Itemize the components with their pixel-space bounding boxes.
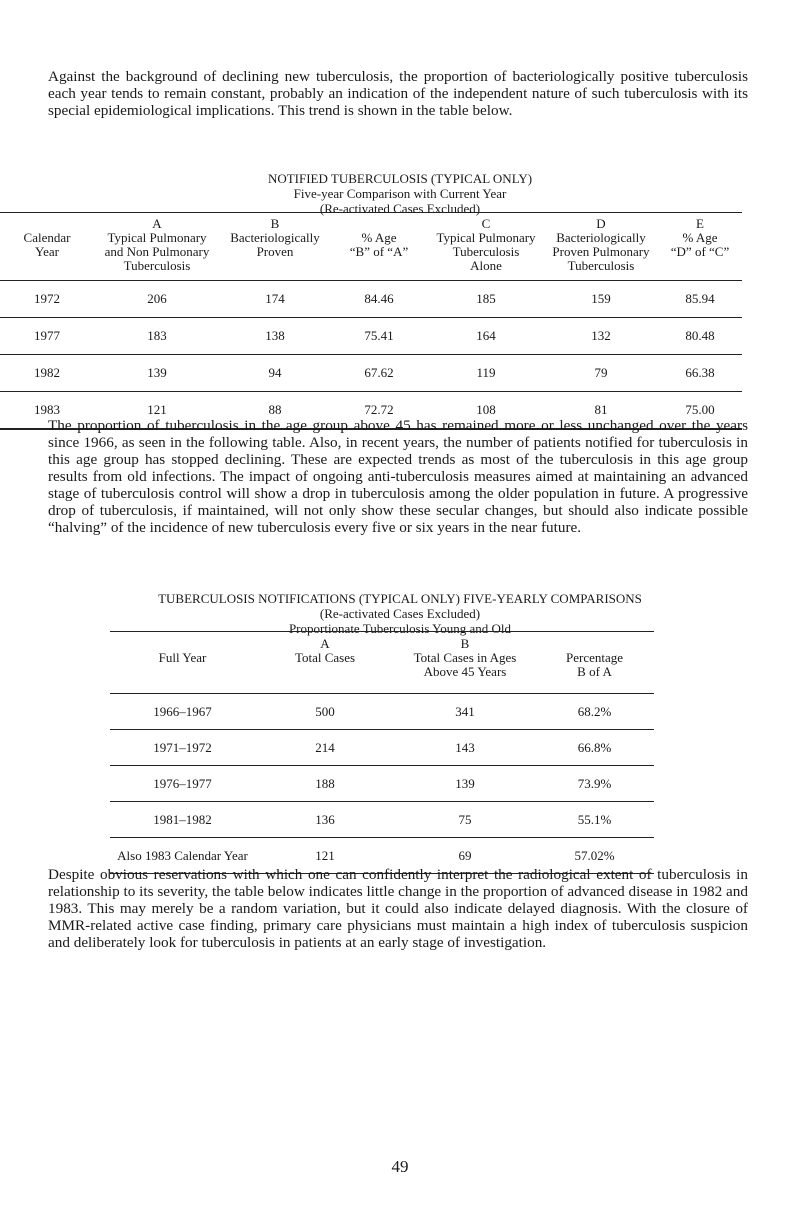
- table-cell: 88: [268, 401, 282, 417]
- table-cell: 132: [591, 328, 611, 343]
- table-cell: 1976–1977: [153, 775, 212, 791]
- table-cell: 79: [594, 365, 608, 380]
- five-yearly-comparison-table: [110, 631, 654, 874]
- table2-caption-line: TUBERCULOSIS NOTIFICATIONS (TYPICAL ONLY) FIVE-YEARLY COMPARISONS: [158, 591, 642, 606]
- table-cell: 214: [315, 739, 335, 755]
- table-cell: 94: [268, 365, 282, 380]
- table-cell: 188: [315, 775, 335, 791]
- table-cell: 164: [476, 328, 496, 343]
- table-row: [0, 355, 742, 392]
- table-cell: 136: [315, 811, 335, 827]
- table-cell: 1981–1982: [153, 811, 212, 827]
- header-percentage-b-of-a: Percentage B of A: [565, 650, 624, 679]
- table-cell: 1972: [34, 291, 60, 306]
- table-cell: 80.48: [685, 328, 715, 343]
- table-cell: 341: [455, 703, 475, 719]
- header-d-proven-pulmonary: D Bacteriologically Proven Pulmonary Tuberculosis: [552, 216, 650, 273]
- table-cell: 72.72: [364, 401, 394, 417]
- table-cell: 1971–1972: [153, 739, 212, 755]
- table-cell: 66.38: [685, 365, 715, 380]
- table-cell: 138: [265, 328, 285, 343]
- table2-caption: [0, 591, 800, 636]
- table-cell: 183: [147, 328, 167, 343]
- table-cell: 121: [315, 847, 335, 863]
- table-cell: 75: [458, 811, 472, 827]
- header-full-year: Full Year: [158, 650, 207, 665]
- table-cell: 67.62: [364, 365, 394, 380]
- intro-paragraph: Against the background of declining new tuberculosis, the proportion of bacteriologically positive tuberculosis each year tends to remain constant, probably an indication of the independent nature of such tuberculosis with its special epidemiological implications. This trend is shown in the table below.: [48, 68, 748, 119]
- header-e-percent-d-of-c: E % Age “D” of “C”: [670, 216, 730, 259]
- table-cell: 75.41: [364, 328, 394, 343]
- header-b-bacteriologically-proven: B Bacteriologically Proven: [230, 216, 320, 259]
- table-cell: 84.46: [364, 291, 394, 306]
- table-cell: 143: [455, 739, 475, 755]
- table-cell: 75.00: [685, 401, 715, 417]
- table-cell: 73.9%: [577, 775, 612, 791]
- table-cell: Also 1983 Calendar Year: [117, 847, 248, 863]
- table-row: [0, 281, 742, 318]
- table-cell: 159: [591, 291, 611, 306]
- header-a-typical-pulmonary: A Typical Pulmonary and Non Pulmonary Tuberculosis: [104, 216, 210, 273]
- table-header-row: [110, 632, 654, 694]
- header-a-total-cases: A Total Cases: [294, 636, 356, 665]
- header-percent-b-of-a: % Age “B” of “A”: [349, 230, 409, 259]
- header-c-pulmonary-alone: C Typical Pulmonary Tuberculosis Alone: [436, 216, 536, 273]
- table-row: [110, 802, 654, 838]
- table-cell: 108: [476, 401, 496, 417]
- table-cell: 1983: [34, 401, 60, 417]
- table-cell: 206: [147, 291, 167, 306]
- table1-caption-line: Five-year Comparison with Current Year: [293, 186, 507, 201]
- table-cell: 55.1%: [577, 811, 612, 827]
- table-cell: 57.02%: [574, 847, 615, 863]
- table-cell: 85.94: [685, 291, 715, 306]
- table-cell: 139: [455, 775, 475, 791]
- header-b-cases-above-45: B Total Cases in Ages Above 45 Years: [413, 636, 517, 679]
- table2-caption-line: Proportionate Tuberculosis Young and Old: [288, 621, 512, 636]
- table-row: [110, 766, 654, 802]
- closing-paragraph: Despite obvious reservations with which one can confidently interpret the radiological extent of tuberculosis in relationship to its severity, the table below indicates little change in the proportion of advanced disease in 1982 and 1983. This may merely be a random variation, but it could also indicate delayed diagnosis. With the closure of MMR-related active case finding, primary care physicians must maintain a high index of tuberculosis suspicion and deliberately look for tuberculosis in patients at an early stage of investigation.: [48, 866, 748, 951]
- notified-tuberculosis-table: [0, 212, 742, 430]
- table-cell: 1977: [34, 328, 60, 343]
- table2-caption-line: (Re-activated Cases Excluded): [319, 606, 481, 621]
- table1-caption-line: NOTIFIED TUBERCULOSIS (TYPICAL ONLY): [267, 171, 533, 186]
- table-cell: 1982: [34, 365, 60, 380]
- page-number: 49: [391, 1157, 409, 1176]
- table-cell: 121: [147, 401, 167, 417]
- table-row: [110, 694, 654, 730]
- table1-caption: [0, 171, 800, 216]
- table-cell: 69: [458, 847, 472, 863]
- table-header-row: [0, 213, 742, 281]
- table-row: [110, 730, 654, 766]
- table-cell: 500: [315, 703, 335, 719]
- middle-paragraph: The proportion of tuberculosis in the age group above 45 has remained more or less unchanged over the years since 1966, as seen in the following table. Also, in recent years, the number of patients notified for tuberculosis in this age group has stopped declining. These are expected trends as most of the tuberculosis in this age group results from old infections. The impact of ongoing anti-tuberculosis measures aimed at maintaining an advanced stage of tuberculosis control will show a drop in tuberculosis among the older population in future. A progressive drop of tuberculosis, if maintained, will not only show these secular changes, but should also indicate possible “halving” of the incidence of new tuberculosis every five or six years in the near future.: [48, 417, 748, 536]
- table-cell: 139: [147, 365, 167, 380]
- table-cell: 66.8%: [577, 739, 612, 755]
- table-cell: 185: [476, 291, 496, 306]
- table-cell: 119: [476, 365, 496, 380]
- table1-caption-line: (Re-activated Cases Excluded): [319, 201, 481, 216]
- table-cell: 1966–1967: [153, 703, 212, 719]
- table-cell: 81: [594, 401, 608, 417]
- table-cell: 174: [265, 291, 285, 306]
- table-row: [0, 318, 742, 355]
- header-calendar-year: Calendar Year: [23, 230, 71, 259]
- table-cell: 68.2%: [577, 703, 612, 719]
